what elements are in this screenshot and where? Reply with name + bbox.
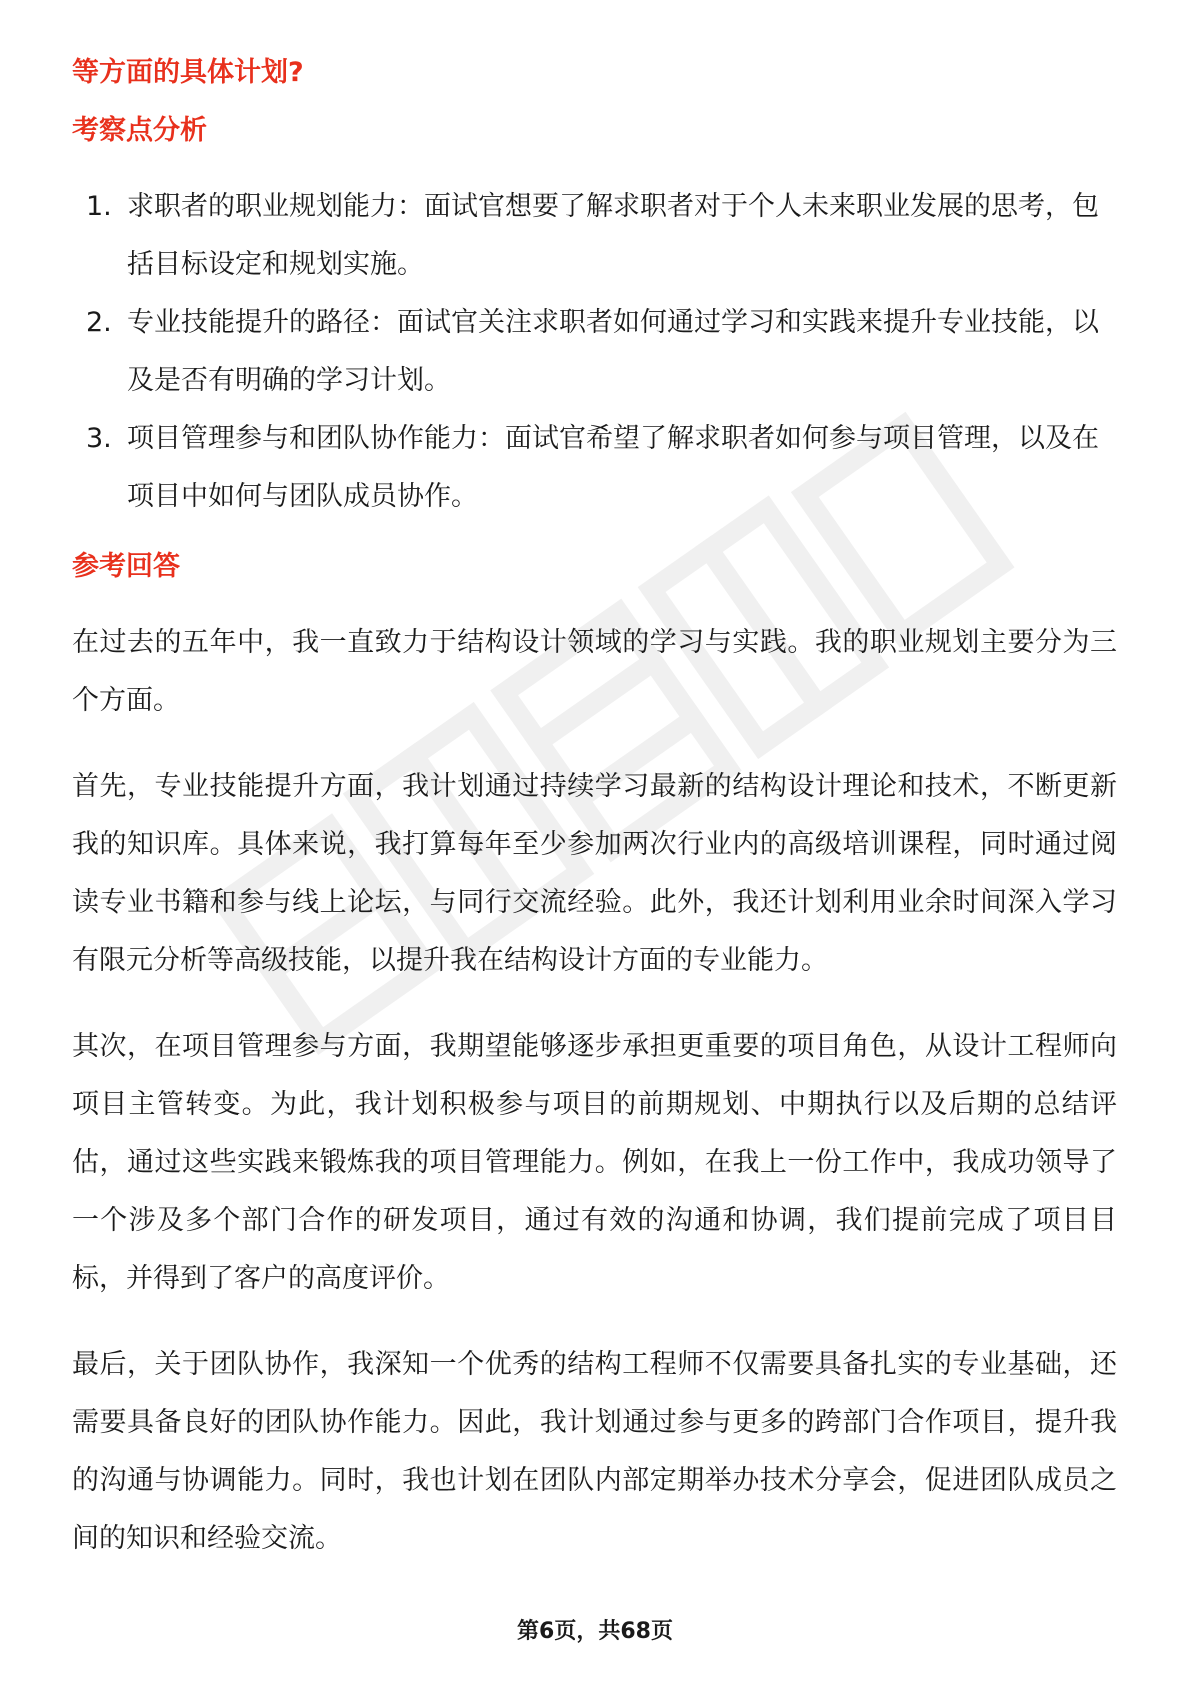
answer-body <box>72 614 1117 1568</box>
answer-paragraph: 首先，专业技能提升方面，我计划通过持续学习最新的结构设计理论和技术，不断更新我的知识库。具体来说，我打算每年至少参加两次行业内的高级培训课程，同时通过阅读专业书籍和参与线上论坛，与同行交流经验。此外，我还计划利用业余时间深入学习有限元分析等高级技能，以提升我在结构设计方面的专业能力。 <box>72 771 1117 976</box>
list-number: 3. <box>86 423 112 454</box>
list-number: 1. <box>86 191 112 222</box>
list-text: 项目管理参与和团队协作能力：面试官希望了解求职者如何参与项目管理，以及在项目中如何与团队成员协作。 <box>127 423 1099 512</box>
answer-paragraph: 其次，在项目管理参与方面，我期望能够逐步承担更重要的项目角色，从设计工程师向项目主管转变。为此，我计划积极参与项目的前期规划、中期执行以及后期的总结评估，通过这些实践来锻炼我的项目管理能力。例如，在我上一份工作中，我成功领导了一个涉及多个部门合作的研发项目，通过有效的沟通和协调，我们提前完成了项目目标，并得到了客户的高度评价。 <box>72 1031 1117 1294</box>
answer-paragraph: 在过去的五年中，我一直致力于结构设计领域的学习与实践。我的职业规划主要分为三个方面。 <box>72 627 1117 716</box>
answer-heading: 参考回答 <box>72 551 180 582</box>
list-item <box>72 294 1117 410</box>
content <box>72 54 1117 1568</box>
list-item <box>72 410 1117 526</box>
list-text: 专业技能提升的路径：面试官关注求职者如何通过学习和实践来提升专业技能，以及是否有明确的学习计划。 <box>127 307 1099 396</box>
list-number: 2. <box>86 307 112 338</box>
page-footer: 第6页，共68页 <box>517 1619 673 1644</box>
list-item <box>72 178 1117 294</box>
analysis-heading: 考察点分析 <box>72 115 207 146</box>
list-text: 求职者的职业规划能力：面试官想要了解求职者对于个人未来职业发展的思考，包括目标设定和规划实施。 <box>127 191 1099 280</box>
continued-heading: 等方面的具体计划? <box>72 57 304 88</box>
analysis-list <box>72 178 1117 526</box>
answer-paragraph: 最后，关于团队协作，我深知一个优秀的结构工程师不仅需要具备扎实的专业基础，还需要具备良好的团队协作能力。因此，我计划通过参与更多的跨部门合作项目，提升我的沟通与协调能力。同时，我也计划在团队内部定期举办技术分享会，促进团队成员之间的知识和经验交流。 <box>72 1349 1117 1554</box>
